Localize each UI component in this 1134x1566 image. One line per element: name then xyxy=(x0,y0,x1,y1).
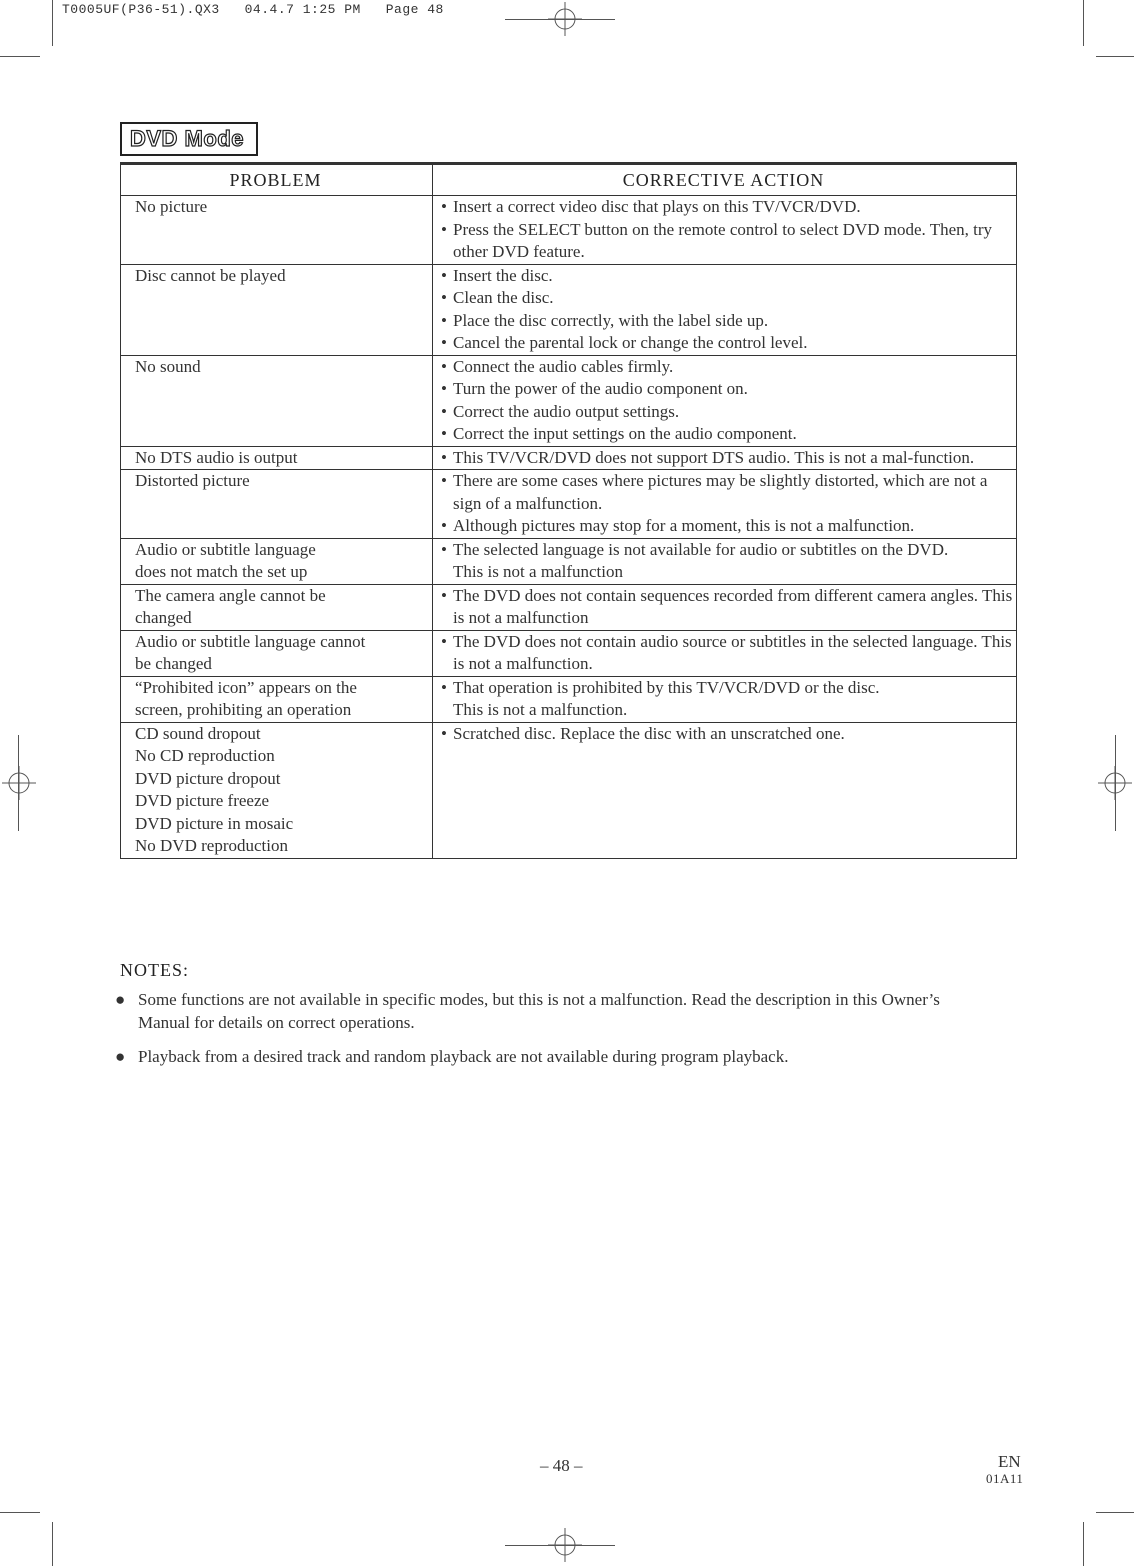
table-row xyxy=(121,584,1017,630)
crop-mark-top-right-h xyxy=(1096,56,1134,57)
action-text: Scratched disc. Replace the disc with an unscratched one. xyxy=(453,723,845,743)
corrective-action-cell xyxy=(433,264,1017,355)
page-number: – 48 – xyxy=(540,1456,583,1475)
action-item xyxy=(441,447,1014,470)
document-code: 01A11 xyxy=(986,1471,1024,1486)
action-text: Connect the audio cables firmly. xyxy=(453,356,674,376)
problem-text: DVD picture dropout xyxy=(135,768,281,788)
header-problem: PROBLEM xyxy=(121,164,433,196)
action-text: Clean the disc. xyxy=(453,288,554,307)
problem-cell xyxy=(121,446,433,470)
bullet-icon: • xyxy=(441,265,447,285)
action-text: Correct the audio output settings. xyxy=(453,401,680,421)
problem-text: No sound xyxy=(135,356,201,376)
action-text: This TV/VCR/DVD does not support DTS audio. This is not a mal-function. xyxy=(453,447,975,467)
bullet-icon: • xyxy=(441,539,447,559)
problem-text: changed xyxy=(135,608,192,627)
problem-cell xyxy=(121,722,433,858)
action-item xyxy=(441,631,1014,676)
problem-cell xyxy=(121,630,433,676)
action-item xyxy=(441,401,1014,424)
table-body xyxy=(121,196,1017,859)
action-text: Turn the power of the audio component on. xyxy=(453,379,748,398)
note-text: Some functions are not available in specific modes, but this is not a malfunction. Read the description in this Owner’s Manual for details on correct operations. xyxy=(138,990,940,1032)
bullet-icon: • xyxy=(441,401,447,421)
language-code: EN xyxy=(998,1452,1021,1471)
bullet-icon: ● xyxy=(115,990,126,1009)
problem-text: No CD reproduction xyxy=(135,746,275,765)
action-item xyxy=(441,515,1014,538)
bullet-icon: • xyxy=(441,631,447,651)
action-item xyxy=(441,219,1014,264)
registration-line-left xyxy=(18,735,19,831)
crop-mark-bottom-left-h xyxy=(0,1512,40,1513)
bullet-icon: ● xyxy=(115,1047,126,1066)
crop-mark-bottom-right-h xyxy=(1096,1512,1134,1513)
problem-text: Disc cannot be played xyxy=(135,265,286,285)
action-text: The DVD does not contain sequences recorded from different camera angles. This is not a malfunction xyxy=(453,585,1013,627)
table-row xyxy=(121,538,1017,584)
table-row xyxy=(121,722,1017,858)
note-text: Playback from a desired track and random playback are not available during program playback. xyxy=(138,1047,789,1066)
problem-text: Audio or subtitle language cannot xyxy=(135,631,366,651)
problem-text: DVD picture in mosaic xyxy=(135,813,294,833)
bullet-icon: • xyxy=(441,677,447,697)
crop-mark-top-right-v xyxy=(1083,0,1084,46)
action-item xyxy=(441,539,1014,584)
bullet-icon: • xyxy=(441,471,447,490)
action-item xyxy=(441,265,1014,288)
section-title: DVD Mode xyxy=(120,122,258,156)
problem-text: Audio or subtitle language xyxy=(135,539,316,559)
header-corrective-action: CORRECTIVE ACTION xyxy=(433,164,1017,196)
problem-cell xyxy=(121,264,433,355)
action-item xyxy=(441,723,1014,746)
table-row xyxy=(121,676,1017,722)
corrective-action-cell xyxy=(433,538,1017,584)
registration-line-bottom xyxy=(505,1545,615,1546)
action-item xyxy=(441,470,1014,515)
registration-mark-left xyxy=(2,766,36,800)
action-text: Correct the input settings on the audio component. xyxy=(453,424,797,443)
corrective-action-cell xyxy=(433,446,1017,470)
crop-mark-top-left-v xyxy=(52,0,53,46)
corrective-action-cell xyxy=(433,676,1017,722)
bullet-icon: • xyxy=(441,333,447,352)
problem-text: No DTS audio is output xyxy=(135,447,298,467)
crop-mark-bottom-left-v xyxy=(52,1522,53,1566)
problem-text: The camera angle cannot be xyxy=(135,585,326,605)
notes-title: NOTES: xyxy=(120,960,189,980)
action-item xyxy=(441,378,1014,401)
table-row xyxy=(121,470,1017,539)
action-text: The selected language is not available for audio or subtitles on the DVD. This is not a malfunction xyxy=(453,539,949,581)
action-item xyxy=(441,287,1014,310)
action-text: Cancel the parental lock or change the control level. xyxy=(453,333,808,352)
action-item xyxy=(441,585,1014,630)
registration-line-right xyxy=(1115,735,1116,831)
printer-slug: T0005UF(P36-51).QX3 04.4.7 1:25 PM Page 48 xyxy=(62,2,444,17)
corrective-action-cell xyxy=(433,584,1017,630)
problem-text: DVD picture freeze xyxy=(135,791,270,810)
bullet-icon: • xyxy=(441,723,447,743)
action-text: Although pictures may stop for a moment, this is not a malfunction. xyxy=(453,516,915,535)
bullet-icon: • xyxy=(441,585,447,605)
bullet-icon: • xyxy=(441,310,447,330)
table-row xyxy=(121,196,1017,265)
note-item xyxy=(112,988,992,1034)
problem-cell xyxy=(121,538,433,584)
action-item xyxy=(441,677,1014,722)
action-text: The DVD does not contain audio source or subtitles in the selected language. This is not a malfunction. xyxy=(453,631,1012,673)
table-row xyxy=(121,264,1017,355)
crop-mark-top-left-h xyxy=(0,56,40,57)
problem-text: does not match the set up xyxy=(135,562,308,581)
problem-cell xyxy=(121,584,433,630)
bullet-icon: • xyxy=(441,288,447,307)
problem-text: CD sound dropout xyxy=(135,723,261,743)
action-text: There are some cases where pictures may be slightly distorted, which are not a sign of a malfunction. xyxy=(453,471,988,513)
crop-mark-bottom-right-v xyxy=(1083,1522,1084,1566)
problem-text: screen, prohibiting an operation xyxy=(135,700,352,719)
corrective-action-cell xyxy=(433,722,1017,858)
problem-text: No DVD reproduction xyxy=(135,836,288,855)
note-item xyxy=(112,1045,992,1068)
action-item xyxy=(441,310,1014,333)
action-item xyxy=(441,332,1014,355)
table-row xyxy=(121,446,1017,470)
corrective-action-cell xyxy=(433,355,1017,446)
problem-text: No picture xyxy=(135,197,208,216)
registration-line-top xyxy=(505,19,615,20)
problem-cell xyxy=(121,470,433,539)
bullet-icon: • xyxy=(441,379,447,398)
corrective-action-cell xyxy=(433,196,1017,265)
bullet-icon: • xyxy=(441,356,447,376)
bullet-icon: • xyxy=(441,447,447,467)
problem-cell xyxy=(121,355,433,446)
action-item xyxy=(441,356,1014,379)
bullet-icon: • xyxy=(441,219,447,239)
action-text: Insert a correct video disc that plays on this TV/VCR/DVD. xyxy=(453,197,861,216)
action-text: Press the SELECT button on the remote control to select DVD mode. Then, try other DVD feature. xyxy=(453,219,993,261)
action-text: Insert the disc. xyxy=(453,265,553,285)
bullet-icon: • xyxy=(441,516,447,535)
problem-cell xyxy=(121,676,433,722)
action-item xyxy=(441,423,1014,446)
table-row xyxy=(121,355,1017,446)
problem-text: be changed xyxy=(135,654,212,673)
corrective-action-cell xyxy=(433,630,1017,676)
corrective-action-cell xyxy=(433,470,1017,539)
bullet-icon: • xyxy=(441,424,447,443)
problem-text: “Prohibited icon” appears on the xyxy=(135,677,357,697)
action-text: That operation is prohibited by this TV/VCR/DVD or the disc. This is not a malfunction. xyxy=(453,677,880,719)
action-text: Place the disc correctly, with the label side up. xyxy=(453,310,769,330)
table-header-row xyxy=(121,164,1017,196)
notes-list xyxy=(112,988,992,1079)
problem-cell xyxy=(121,196,433,265)
action-item xyxy=(441,196,1014,219)
bullet-icon: • xyxy=(441,197,447,216)
problem-text: Distorted picture xyxy=(135,471,250,490)
table-row xyxy=(121,630,1017,676)
troubleshooting-table xyxy=(120,162,1017,859)
